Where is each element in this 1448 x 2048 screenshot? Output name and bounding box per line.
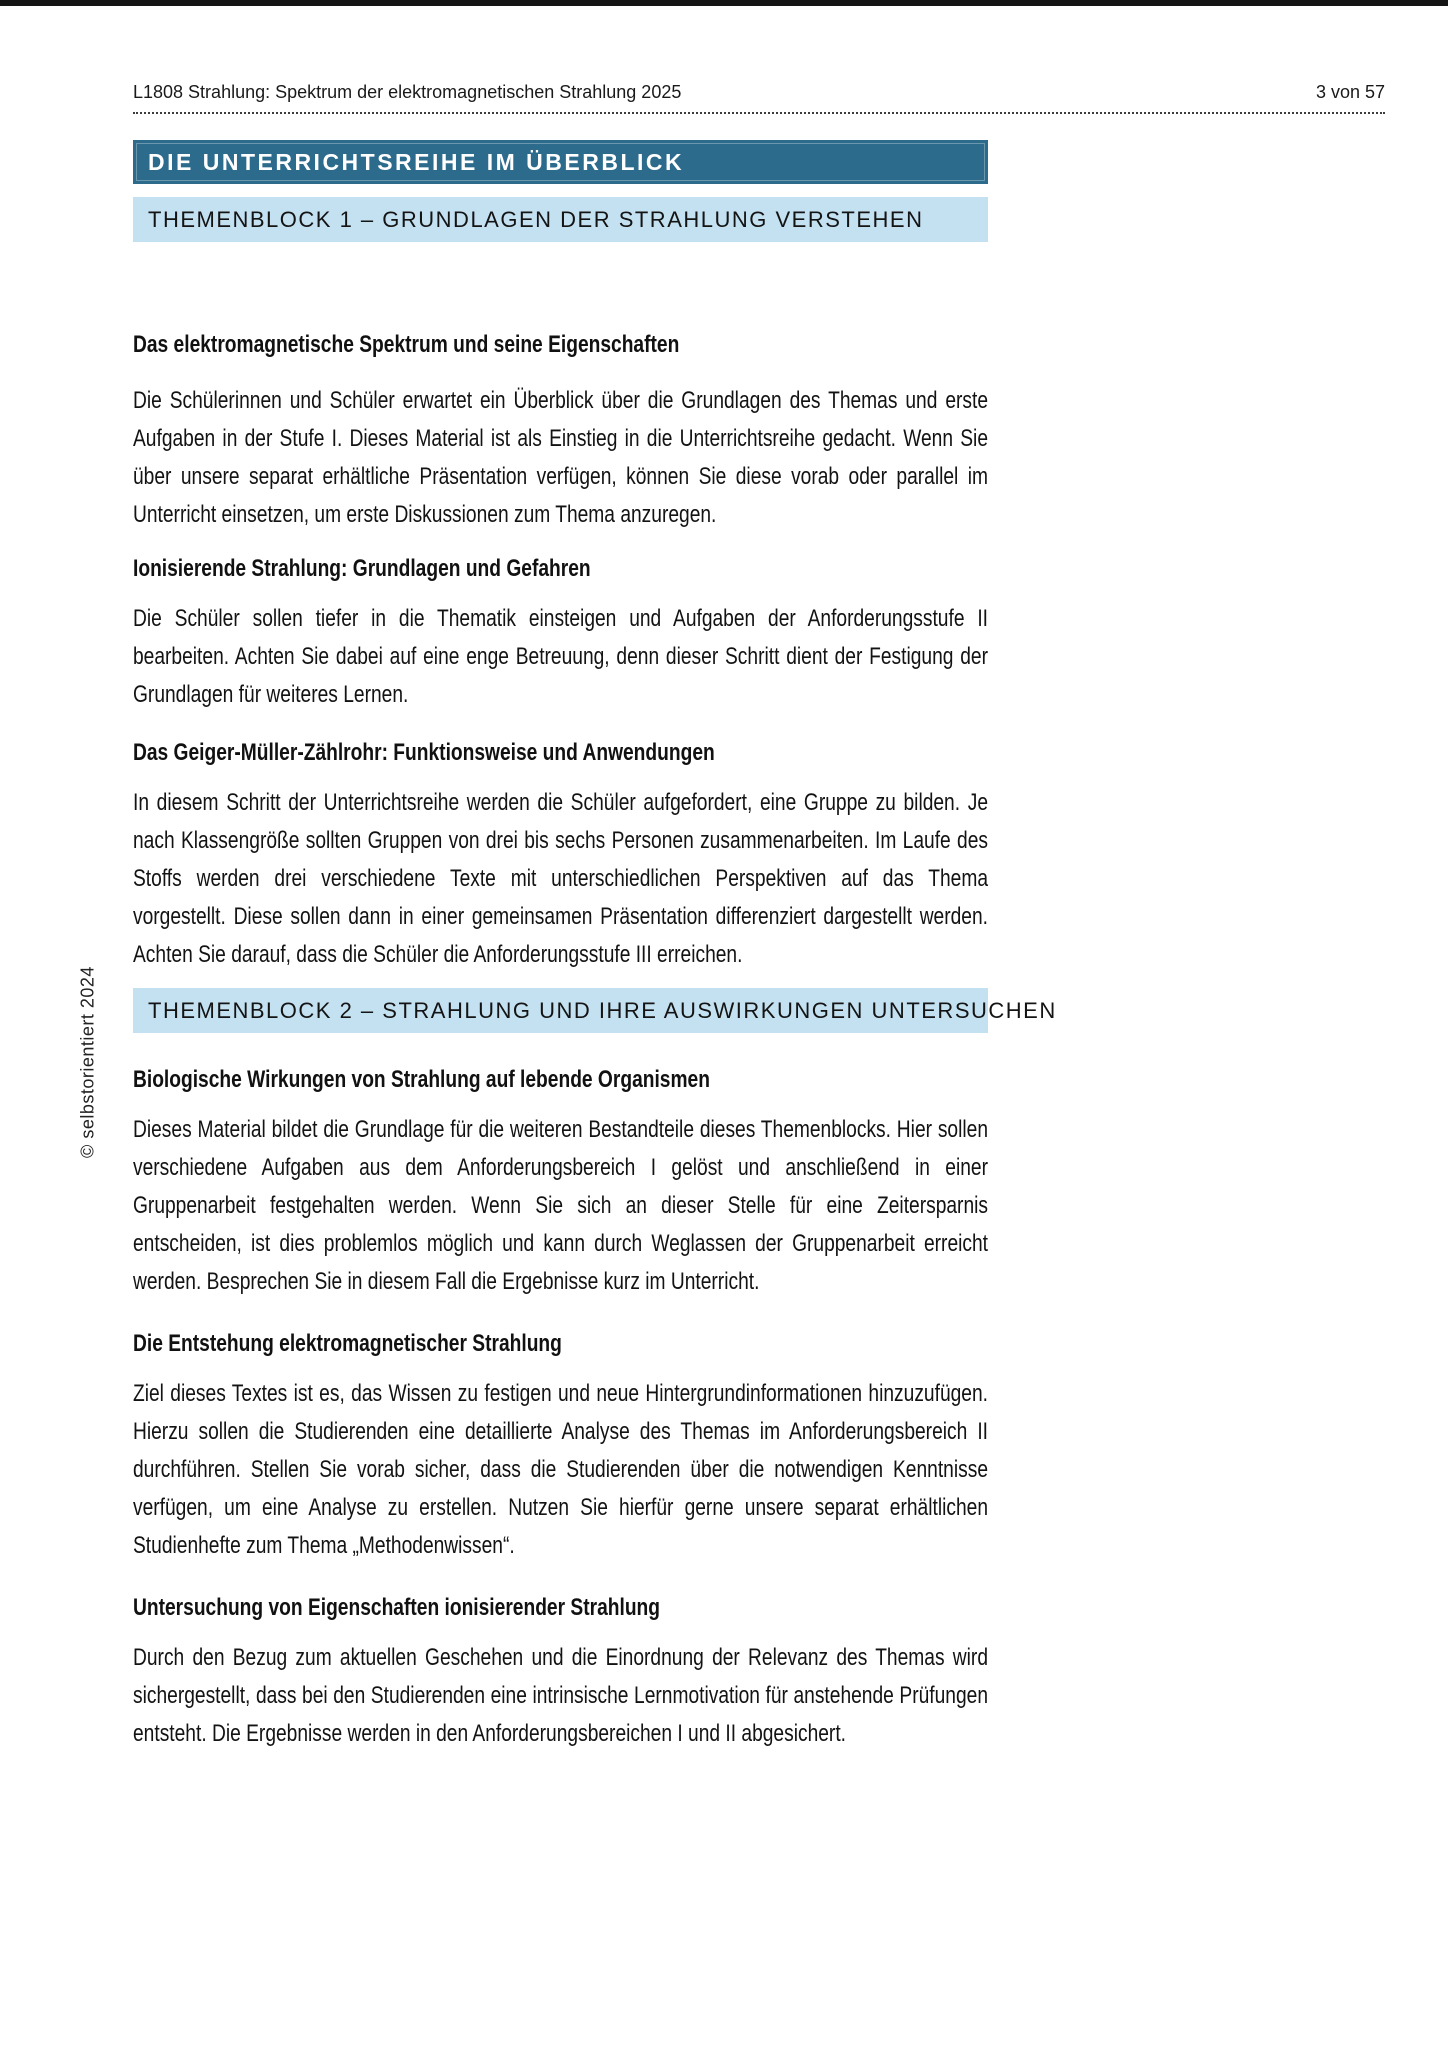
section-heading: Das Geiger-Müller-Zählrohr: Funktionsweise und Anwendungen (133, 739, 715, 766)
themenblock-1-banner-label: THEMENBLOCK 1 – GRUNDLAGEN DER STRAHLUNG VERSTEHEN (148, 206, 924, 232)
document-body (133, 242, 1057, 1753)
section-heading: Die Entstehung elektromagnetischer Strahlung (133, 1330, 562, 1357)
section-heading: Das elektromagnetische Spektrum und seine Eigenschaften (133, 331, 680, 358)
themenblock-2-banner (133, 988, 1057, 1033)
document-title: L1808 Strahlung: Spektrum der elektromagnetischen Strahlung 2025 (133, 82, 682, 102)
themenblock-1-banner (133, 197, 988, 242)
section-heading: Biologische Wirkungen von Strahlung auf lebende Organismen (133, 1066, 710, 1093)
copyright-sidebar-text: © selbstorientiert 2024 (77, 966, 98, 1158)
section-paragraph: Dieses Material bildet die Grundlage für die weiteren Bestandteile dieses Themenblocks. Hier sollen verschiedene Aufgaben aus dem Anforderungsbereich I gelöst und anschließend in einer Gruppenarbeit festgehalten werden. Wenn Sie sich an dieser Stelle für eine Zeitersparnis entscheiden, ist dies problemlos möglich und kann durch Weglassen der Gruppenarbeit erreicht werden. Besprechen Sie in diesem Fall die Ergebnisse kurz im Unterricht. (133, 1116, 988, 1295)
themenblock-2-banner-label: THEMENBLOCK 2 – STRAHLUNG UND IHRE AUSWIRKUNGEN UNTERSUCHEN (148, 997, 1057, 1023)
page-header (133, 82, 1385, 114)
section-paragraph: In diesem Schritt der Unterrichtsreihe werden die Schüler aufgefordert, eine Gruppe zu bilden. Je nach Klassengröße sollten Gruppen von drei bis sechs Personen zusammenarbeiten. Im Laufe des Stoffs werden drei verschiedene Texte mit unterschiedlichen Perspektiven auf das Thema vorgestellt. Diese sollen dann in einer gemeinsamen Präsentation differenziert dargestellt werden. Achten Sie darauf, dass die Schüler die Anforderungsstufe III erreichen. (133, 789, 988, 968)
overview-banner (133, 140, 988, 184)
page-number-indicator: 3 von 57 (1315, 82, 1385, 102)
overview-banner-label: DIE UNTERRICHTSREIHE IM ÜBERBLICK (148, 148, 685, 175)
section-paragraph: Die Schülerinnen und Schüler erwartet ein Überblick über die Grundlagen des Themas und erste Aufgaben in der Stufe I. Dieses Material ist als Einstieg in die Unterrichtsreihe gedacht. Wenn Sie über unsere separat erhältliche Präsentation verfügen, können Sie diese vorab oder parallel im Unterricht einsetzen, um erste Diskussionen zum Thema anzuregen. (133, 387, 988, 528)
section-paragraph: Ziel dieses Textes ist es, das Wissen zu festigen und neue Hintergrundinformationen hinzuzufügen. Hierzu sollen die Studierenden eine detaillierte Analyse des Themas im Anforderungsbereich II durchführen. Stellen Sie vorab sicher, dass die Studierenden über die notwendigen Kenntnisse verfügen, um eine Analyse zu erstellen. Nutzen Sie hierfür gerne unsere separat erhältlichen Studienhefte zum Thema „Methodenwissen“. (133, 1380, 988, 1559)
section-heading: Ionisierende Strahlung: Grundlagen und Gefahren (133, 555, 591, 582)
section-heading: Untersuchung von Eigenschaften ionisierender Strahlung (133, 1594, 661, 1621)
window-top-edge (0, 0, 1448, 6)
section-paragraph: Durch den Bezug zum aktuellen Geschehen und die Einordnung der Relevanz des Themas wird sichergestellt, dass bei den Studierenden eine intrinsische Lernmotivation für anstehende Prüfungen entsteht. Die Ergebnisse werden in den Anforderungsbereichen I und II abgesichert. (133, 1644, 988, 1747)
section-paragraph: Die Schüler sollen tiefer in die Thematik einsteigen und Aufgaben der Anforderungsstufe II bearbeiten. Achten Sie dabei auf eine enge Betreuung, denn dieser Schritt dient der Festigung der Grundlagen für weiteres Lernen. (133, 605, 988, 708)
